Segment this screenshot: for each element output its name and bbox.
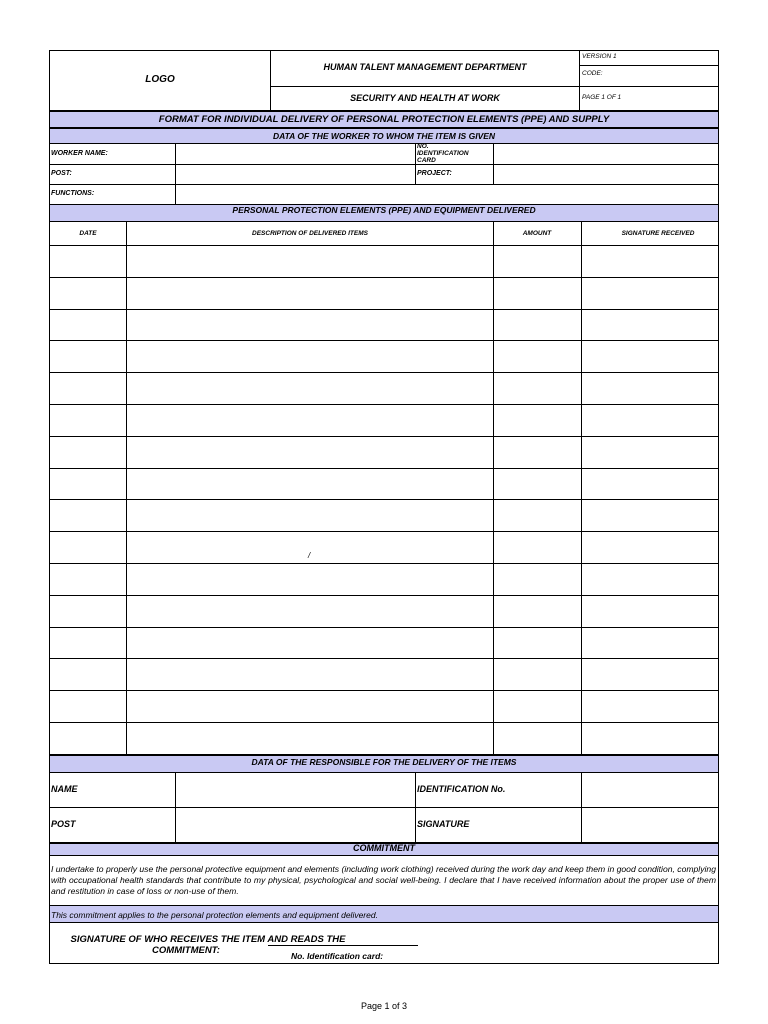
worker-section-title: DATA OF THE WORKER TO WHOM THE ITEM IS GIVEN xyxy=(272,131,496,141)
commitment-title: COMMITMENT xyxy=(353,843,415,853)
amount-cell[interactable] xyxy=(494,246,581,276)
amount-cell[interactable] xyxy=(494,691,581,721)
col-header-signature: SIGNATURE RECEIVED xyxy=(621,230,695,237)
date-cell[interactable] xyxy=(50,341,126,371)
amount-cell[interactable] xyxy=(494,564,581,594)
signature-cell[interactable] xyxy=(582,278,718,308)
responsible-post-label: POST xyxy=(51,819,76,829)
signature-cell[interactable] xyxy=(582,628,718,658)
amount-cell[interactable] xyxy=(494,500,581,530)
date-cell[interactable] xyxy=(50,691,126,721)
date-cell[interactable] xyxy=(50,723,126,753)
signature-cell[interactable] xyxy=(582,246,718,276)
commitment-text: I undertake to properly use the personal protective equipment and elements (including work clothing) received during the work day and keep them in good condition, complying with occupational health standards that contribute to my physical, psychological and social well-being. I declare that I have received information about the proper use of them and restitution in case of loss or non-use of them. xyxy=(51,864,716,896)
post-field[interactable] xyxy=(176,165,414,183)
id-card-text: No. Identification card: xyxy=(291,951,384,961)
area-title: SECURITY AND HEALTH AT WORK xyxy=(350,93,500,103)
form-title: FORMAT FOR INDIVIDUAL DELIVERY OF PERSONAL PROTECTION ELEMENTS (PPE) AND SUPPLY xyxy=(158,114,610,125)
functions-field[interactable] xyxy=(176,185,718,204)
amount-cell[interactable] xyxy=(494,659,581,689)
amount-cell[interactable] xyxy=(494,310,581,340)
description-cell[interactable] xyxy=(127,564,493,594)
commitment-applies: This commitment applies to the personal protection elements and equipment delivered. xyxy=(51,910,378,920)
date-cell[interactable] xyxy=(50,437,126,467)
amount-cell[interactable] xyxy=(494,532,581,562)
worker-name-field[interactable] xyxy=(176,144,414,163)
date-cell[interactable] xyxy=(50,596,126,626)
description-cell[interactable] xyxy=(127,659,493,689)
description-cell[interactable] xyxy=(127,246,493,276)
description-cell[interactable] xyxy=(127,596,493,626)
description-cell[interactable] xyxy=(127,723,493,753)
signature-cell[interactable] xyxy=(582,341,718,371)
project-field[interactable] xyxy=(494,165,718,183)
logo-placeholder: LOGO xyxy=(145,74,175,85)
signature-cell[interactable] xyxy=(582,405,718,435)
id-card-field[interactable] xyxy=(494,144,718,163)
post-label: POST: xyxy=(51,170,72,177)
page-footer: Page 1 of 3 xyxy=(360,1001,408,1011)
functions-label: FUNCTIONS: xyxy=(51,190,95,197)
worker-name-label: WORKER NAME: xyxy=(51,150,108,157)
responsible-name-field[interactable] xyxy=(176,773,414,806)
version-label: VERSION 1 xyxy=(582,53,617,60)
description-cell[interactable] xyxy=(127,500,493,530)
amount-cell[interactable] xyxy=(494,278,581,308)
date-cell[interactable] xyxy=(50,310,126,340)
description-cell[interactable] xyxy=(127,437,493,467)
signature-cell[interactable] xyxy=(582,691,718,721)
date-cell[interactable] xyxy=(50,278,126,308)
signature-cell[interactable] xyxy=(582,659,718,689)
date-cell[interactable] xyxy=(50,246,126,276)
signature-cell[interactable] xyxy=(582,373,718,403)
date-cell[interactable] xyxy=(50,373,126,403)
amount-cell[interactable] xyxy=(494,596,581,626)
amount-cell[interactable] xyxy=(494,628,581,658)
description-cell[interactable] xyxy=(127,373,493,403)
responsible-id-field[interactable] xyxy=(582,773,718,806)
col-header-date: DATE xyxy=(79,230,97,237)
signature-underline xyxy=(268,945,418,946)
department-title: HUMAN TALENT MANAGEMENT DEPARTMENT xyxy=(323,62,527,72)
col-header-description: DESCRIPTION OF DELIVERED ITEMS xyxy=(252,230,368,237)
ppe-section-title: PERSONAL PROTECTION ELEMENTS (PPE) AND EQUIPMENT DELIVERED xyxy=(232,205,536,215)
description-cell[interactable] xyxy=(127,405,493,435)
signature-receiver-line-2: COMMITMENT: xyxy=(152,945,220,956)
responsible-post-field[interactable] xyxy=(176,808,414,842)
signature-cell[interactable] xyxy=(582,723,718,753)
responsible-name-label: NAME xyxy=(51,784,78,794)
amount-cell[interactable] xyxy=(494,405,581,435)
responsible-id-label: IDENTIFICATION No. xyxy=(417,784,506,794)
page-label: PAGE 1 OF 1 xyxy=(582,94,622,101)
signature-receiver-line-1: SIGNATURE OF WHO RECEIVES THE ITEM AND READS THE xyxy=(70,934,346,945)
code-label: CODE: xyxy=(582,70,603,77)
amount-cell[interactable] xyxy=(494,373,581,403)
signature-cell[interactable] xyxy=(582,596,718,626)
amount-cell[interactable] xyxy=(494,341,581,371)
amount-cell[interactable] xyxy=(494,437,581,467)
signature-cell[interactable] xyxy=(582,500,718,530)
date-cell[interactable] xyxy=(50,659,126,689)
stray-mark: / xyxy=(308,551,311,560)
description-cell[interactable] xyxy=(127,691,493,721)
description-cell[interactable] xyxy=(127,310,493,340)
responsible-signature-label: SIGNATURE xyxy=(417,819,470,829)
id-card-label: NO. IDENTIFICATION CARD xyxy=(417,143,469,163)
date-cell[interactable] xyxy=(50,405,126,435)
signature-cell[interactable] xyxy=(582,310,718,340)
date-cell[interactable] xyxy=(50,500,126,530)
project-label: PROJECT: xyxy=(417,170,452,177)
date-cell[interactable] xyxy=(50,532,126,562)
date-cell[interactable] xyxy=(50,628,126,658)
amount-cell[interactable] xyxy=(494,723,581,753)
responsible-signature-field[interactable] xyxy=(582,808,718,842)
signature-cell[interactable] xyxy=(582,532,718,562)
col-header-amount: AMOUNT xyxy=(522,230,552,237)
date-cell[interactable] xyxy=(50,469,126,499)
signature-cell[interactable] xyxy=(582,437,718,467)
amount-cell[interactable] xyxy=(494,469,581,499)
signature-cell[interactable] xyxy=(582,469,718,499)
date-cell[interactable] xyxy=(50,564,126,594)
signature-cell[interactable] xyxy=(582,564,718,594)
description-cell[interactable] xyxy=(127,469,493,499)
description-cell[interactable] xyxy=(127,628,493,658)
responsible-section-title: DATA OF THE RESPONSIBLE FOR THE DELIVERY OF THE ITEMS xyxy=(251,757,517,767)
description-cell[interactable] xyxy=(127,341,493,371)
description-cell[interactable] xyxy=(127,278,493,308)
